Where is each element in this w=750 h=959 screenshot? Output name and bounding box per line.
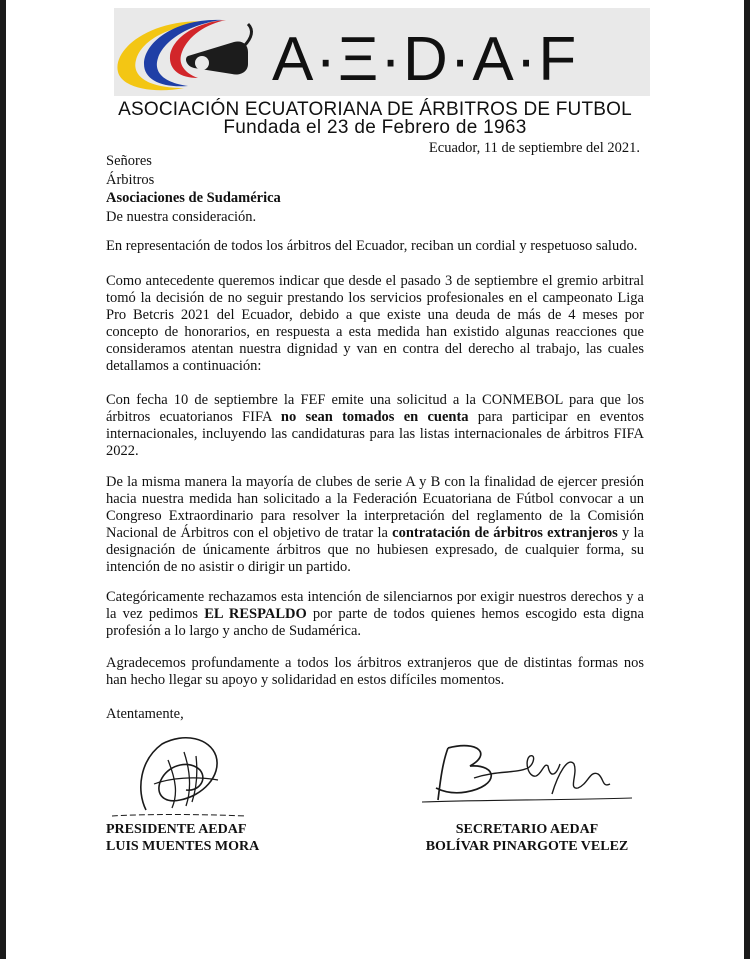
paragraph-gratitude: Agradecemos profundamente a todos los árbitros extranjeros que de distintas formas nos han hecho llegar su apoyo y solidaridad en estos difíciles momentos. bbox=[106, 655, 644, 688]
emphasis-text: EL RESPALDO bbox=[204, 606, 307, 622]
paragraph-background: Como antecedente queremos indicar que desde el pasado 3 de septiembre el gremio arbitral tomó la decisión de no seguir prestando los servicios profesionales en el campeonato Liga Pro Betcris 2021 del Ecuador, debido a que existe una deuda de más de 4 meses por concepto de honorarios, en respuesta a esta medida han existido algunas reacciones que consideramos atentan nuestra dignidad y van en contra del derecho al trabajo, las cuales detallamos a continuación: bbox=[106, 273, 644, 374]
paragraph-greeting: En representación de todos los árbitros del Ecuador, reciban un cordial y respetuoso saludo. bbox=[106, 238, 638, 254]
salutation-line: De nuestra consideración. bbox=[106, 208, 257, 225]
aedaf-logo bbox=[114, 8, 650, 96]
salutation-block bbox=[106, 152, 281, 226]
emphasis-text: no sean tomados en cuenta bbox=[280, 409, 469, 425]
secretary-signature bbox=[418, 734, 638, 814]
letter-page bbox=[6, 0, 744, 959]
closing-phrase: Atentamente, bbox=[106, 706, 184, 722]
president-title: PRESIDENTE AEDAF bbox=[106, 822, 247, 837]
salutation-line: Árbitros bbox=[106, 171, 155, 188]
letter-date: Ecuador, 11 de septiembre del 2021. bbox=[428, 140, 640, 156]
president-name: LUIS MUENTES MORA bbox=[106, 839, 260, 854]
logo-lettering: A·Ξ·D·A·F bbox=[272, 25, 579, 94]
organization-founded: Fundada el 23 de Febrero de 1963 bbox=[223, 117, 527, 138]
paragraph-clubs-pressure: De la misma manera la mayoría de clubes de serie A y B con la finalidad de ejercer presión hacia nuestra medida han solicitado a la Federación Ecuatoriana de Fútbol convocar a un Congreso Extraordinario para resolver la interpretación del reglamento de la Comisión Nacional de Árbitros con el objetivo de tratar la contratación de árbitros extranjeros y la designación de únicamente árbitros que no hubiesen expresado, de cualquier forma, su intención de no asistir o dirigir un partido. bbox=[106, 474, 644, 575]
secretary-name: BOLÍVAR PINARGOTE VELEZ bbox=[425, 839, 629, 854]
paragraph-rejection: Categóricamente rechazamos esta intención de silenciarnos por exigir nuestros derechos y a la vez pedimos EL RESPALDO por parte de todos quienes hemos escogido esta digna profesión a lo largo y ancho de Sudamérica. bbox=[106, 589, 644, 639]
president-signature bbox=[106, 730, 256, 822]
paragraph-fef-request: Con fecha 10 de septiembre la FEF emite una solicitud a la CONMEBOL para que los árbitros ecuatorianos FIFA no sean tomados en cuenta para participar en eventos internacionales, incluyendo las candidaturas para las listas internacionales de árbitros FIFA 2022. bbox=[106, 392, 645, 459]
recipient-name: Asociaciones de Sudamérica bbox=[106, 190, 281, 206]
secretary-title: SECRETARIO AEDAF bbox=[455, 822, 599, 837]
emphasis-text: contratación de árbitros extranjeros bbox=[392, 525, 618, 541]
organization-name: ASOCIACIÓN ECUATORIANA DE ÁRBITROS DE FUTBOL bbox=[118, 99, 632, 120]
salutation-line: Señores bbox=[106, 153, 152, 169]
